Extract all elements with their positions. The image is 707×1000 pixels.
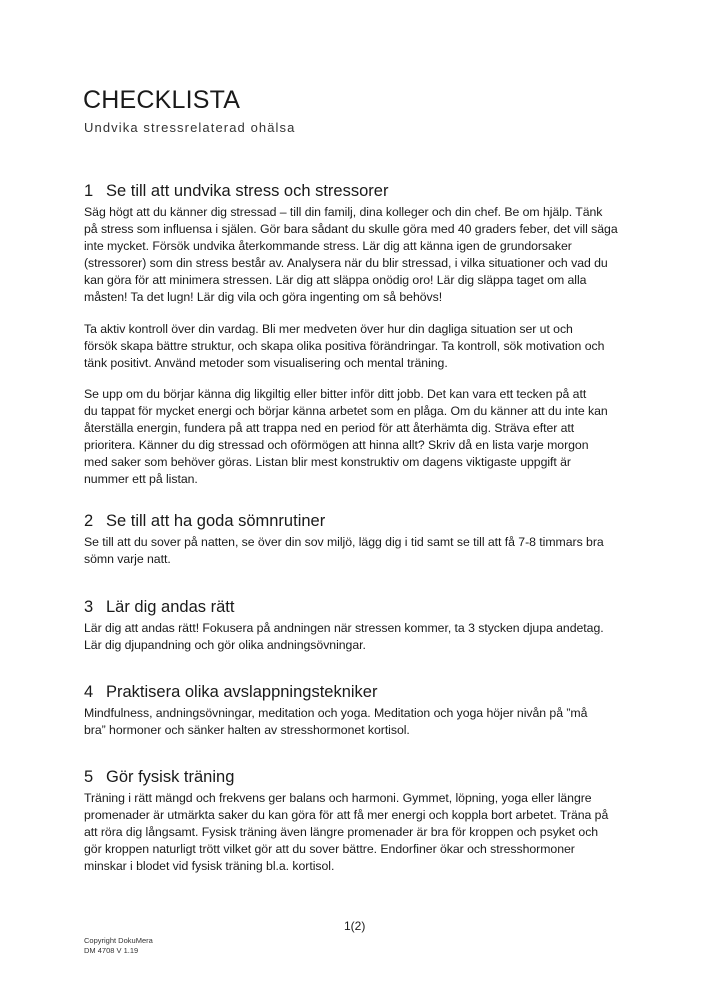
text-line: Lär dig att andas rätt! Fokusera på andningen när stressen kommer, ta 3 stycken djupa andetag.	[84, 621, 604, 635]
page-number: 1(2)	[344, 919, 366, 933]
section-title: Gör fysisk träning	[106, 768, 235, 786]
section-heading	[84, 682, 629, 702]
footer	[84, 936, 153, 956]
text-line: promenader är utmärkta saker du kan göra för att få mer energi och koppla bort arbetet. Träna på	[84, 808, 609, 823]
paragraph	[84, 386, 629, 489]
text-line: Ta aktiv kontroll över din vardag. Bli mer medveten över hur din dagliga situation ser ut och	[84, 321, 573, 336]
paragraph	[84, 321, 629, 372]
section-3	[84, 597, 629, 668]
text-line: återställa energin, fundera på att trappa ned en period för att återhämta dig. Sträva efter att	[84, 421, 575, 436]
text-line: Se upp om du börjar känna dig likgiltig eller bitter inför ditt jobb. Det kan vara ett tecken på att	[84, 386, 587, 401]
text-line: tänk positivt. Använd metoder som visualisering och mental träning.	[84, 355, 448, 370]
text-line: Lär dig djupandning och gör olika andningsövningar.	[84, 638, 366, 653]
copyright-text: Copyright DokuMera	[84, 936, 153, 945]
section-heading	[84, 511, 629, 531]
text-line: Mindfulness, andningsövningar, meditation och yoga. Meditation och yoga höjer nivån på ”må	[84, 706, 588, 720]
section-5	[84, 767, 629, 889]
section-4	[84, 682, 629, 753]
section-1	[84, 181, 629, 502]
text-line: prioritera. Känner du dig stressad och oförmögen att hinna allt? Skriv då en lista varje morgon	[84, 438, 589, 453]
text-line: Säg högt att du känner dig stressad – till din familj, dina kolleger och din chef. Be om hjälp. Tänk	[84, 205, 603, 219]
text-line: inte mycket. Försök undvika återkommande stress. Lär dig att känna igen de grundorsaker	[84, 239, 572, 254]
document-id: DM 4708 V 1.19	[84, 946, 139, 955]
section-heading	[84, 597, 629, 617]
section-number: 2	[84, 512, 94, 530]
text-line: gör kroppen naturligt trött vilket gör att du sover bättre. Endorfiner ökar och stresshormoner	[84, 842, 575, 857]
text-line: minskar i blodet vid fysisk träning bl.a. kortisol.	[84, 859, 335, 874]
text-line: att röra dig långsamt. Fysisk träning även längre promenader är bra för kroppen och psyket och	[84, 825, 599, 840]
text-line: kan göra för att minimera stressen. Lär dig att släppa onödig oro! Lär dig släppa taget om alla	[84, 273, 587, 288]
paragraph	[84, 620, 629, 654]
section-title: Se till att undvika stress och stressorer	[106, 182, 389, 200]
text-line: försök skapa bättre struktur, och skapa olika positiva förändringar. Ta kontroll, sök motivation och	[84, 338, 605, 353]
section-number: 1	[84, 182, 94, 200]
text-line: med saker som behöver göras. Listan blir mest konstruktiv om dagens viktigaste uppgift är	[84, 455, 571, 470]
section-title: Lär dig andas rätt	[106, 598, 235, 616]
text-line: Träning i rätt mängd och frekvens ger balans och harmoni. Gymmet, löpning, yoga eller längre	[84, 791, 592, 805]
text-line: på stress som influensa i själen. Gör bara sådant du skulle göra med 40 graders feber, det vill säga	[84, 222, 618, 237]
text-line: (stressorer) som din stress består av. Analysera när du blir stressad, i vilka situationer och vad du	[84, 256, 608, 271]
document-subtitle: Undvika stressrelaterad ohälsa	[84, 120, 296, 135]
paragraph	[84, 790, 629, 875]
section-title: Se till att ha goda sömnrutiner	[106, 512, 326, 530]
paragraph	[84, 705, 629, 739]
paragraph	[84, 204, 629, 307]
text-line: bra” hormoner och sänker halten av stresshormonet kortisol.	[84, 723, 410, 738]
text-line: nummer ett på listan.	[84, 472, 198, 487]
section-number: 5	[84, 768, 94, 786]
section-title: Praktisera olika avslappningstekniker	[106, 683, 378, 701]
text-line: Se till att du sover på natten, se över din sov miljö, lägg dig i tid samt se till att få 7-8 timmars bra	[84, 535, 604, 549]
document-title: CHECKLISTA	[83, 86, 241, 114]
text-line: sömn varje natt.	[84, 552, 171, 567]
section-heading	[84, 181, 629, 201]
section-number: 4	[84, 683, 94, 701]
section-heading	[84, 767, 629, 787]
text-line: du tappat för mycket energi och börjar känna arbetet som en plåga. Om du känner att du inte kan	[84, 403, 608, 418]
text-line: måsten! Ta det lugn! Lär dig vila och göra ingenting om så behövs!	[84, 290, 443, 305]
paragraph	[84, 534, 629, 568]
section-number: 3	[84, 598, 94, 616]
section-2	[84, 511, 629, 582]
